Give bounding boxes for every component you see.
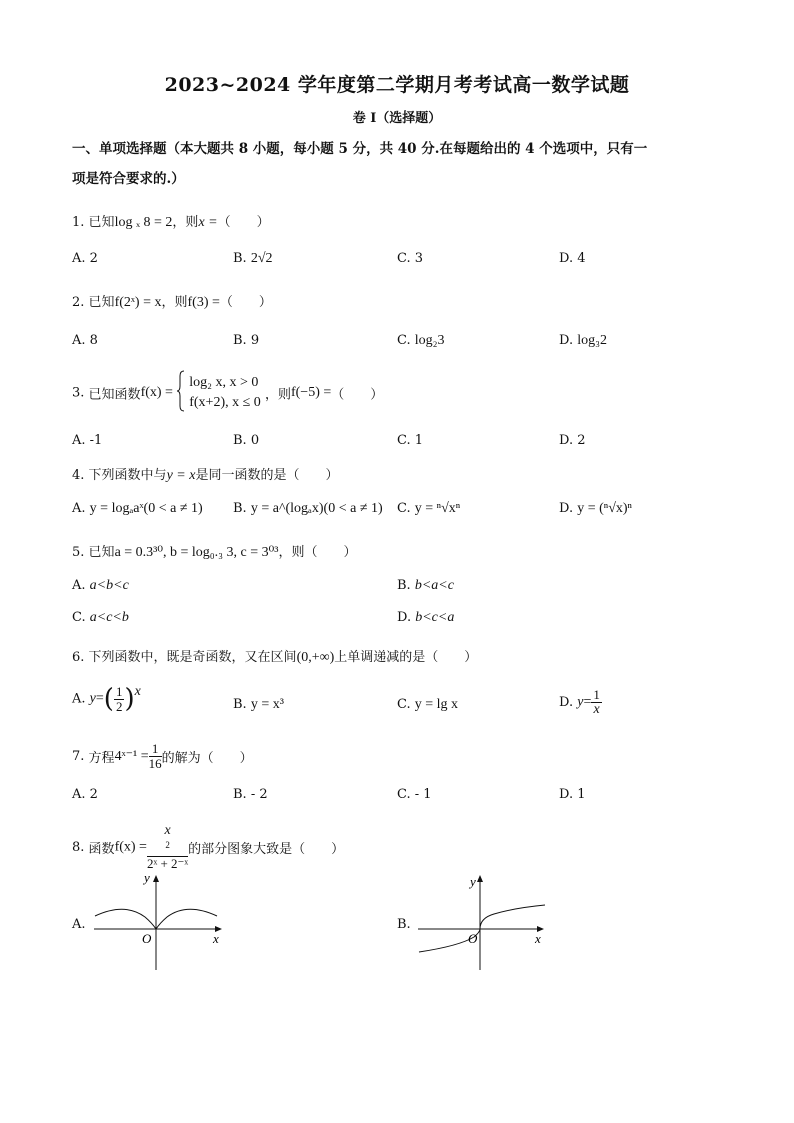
option-c: C. 3 [397,251,424,266]
option-a: A. y = logₐaˣ(0 < a ≠ 1) [72,501,203,516]
option-b: B. 9 [233,333,260,348]
option-a: A. [72,917,86,932]
question-4: 4. 下列函数中与y = x是同一函数的是（ ） [72,468,339,483]
question-bracket: （ ） [217,215,270,230]
option-c: C. 1 [397,433,424,448]
option-d: D. y= $\frac{1}{x}$ [559,687,600,717]
piecewise-cases: log₂ x, x > 0 f(x+2), x ≤ 0 [189,375,261,410]
x-axis-label: x [213,931,219,946]
x-axis-label: x [535,931,541,946]
option-a: A. -1 [72,433,103,448]
question-8: 8. 函数f(x) = x $^2$ 2ˣ + 2⁻ˣ 的部分图象大致是（ ） [72,823,345,872]
option-b: B. - 2 [233,787,268,802]
option-b: B. 0 [233,433,260,448]
option-b: B. b<a<c [397,578,454,593]
question-text: ，则 [172,215,199,230]
math-expression: x = [198,215,218,230]
graph-option-b [414,872,554,972]
section-heading-line1: 一、单项选择题（本大题共 8 小题，每小题 5 分，共 40 分.在每题给出的 4 个选项中，只有一 [72,141,648,157]
option-c: C. a<c<b [72,610,129,625]
y-axis-label: y [470,874,476,889]
option-c: C. y = ⁿ√xⁿ [397,501,461,516]
page-subtitle: 卷 I（选择题） [352,111,442,126]
option-c: C. log₂3 [397,333,445,348]
piecewise-brace [177,370,185,416]
option-d: D. 4 [559,251,586,266]
question-number: 1. [72,215,85,230]
origin-label: O [142,931,152,946]
math-expression: 2√2 [250,251,273,266]
option-a: A. y=( $\frac{1}{2}$ )$^x$ [72,683,141,714]
option-b: B. y = a^(logₐx)(0 < a ≠ 1) [233,501,383,516]
y-axis-label: y [144,872,150,885]
option-c: C. - 1 [397,787,432,802]
option-d: D. y = (ⁿ√x)ⁿ [559,501,632,516]
question-1 [72,211,270,231]
graph-option-a [90,872,230,972]
option-a: A. a<b<c [72,578,129,593]
option-c: C. y = lg x [397,697,459,712]
option-b: B. [397,917,411,932]
math-expression: log ₓ 8 = 2 [114,215,173,230]
option-d: D. 2 [559,433,586,448]
option-d: D. b<c<a [397,610,455,625]
option-d: D. 1 [559,787,586,802]
question-2: 2. 已知f(2ˣ) = x，则f(3) =（ ） [72,295,272,310]
option-b: B. y = x³ [233,697,284,712]
option-b: B. 2√2 [233,251,273,266]
section-heading-line2: 项是符合要求的.） [72,171,185,187]
question-3: 3. 已知函数f(x) = log₂ x, x > 0 f(x+2), x ≤ 0 ，则f(−5) =（ ） [72,370,383,416]
option-a: A. 8 [72,333,98,348]
option-a: A. 2 [72,787,98,802]
question-6: 6. 下列函数中，既是奇函数，又在区间(0,+∞)上单调递减的是（ ） [72,650,478,665]
question-7: 7. 方程4ˣ⁻¹ = $\frac{1}{16}$ 的解为（ ） [72,741,253,771]
math-expression: f(2ˣ) = x [114,295,162,310]
option-d: D. log₃2 [559,333,608,348]
math-expression: f(3) = [187,295,220,310]
question-5: 5. 已知a = 0.3³⁰, b = log₀.₃ 3, c = 3⁰³，则（ ） [72,545,357,560]
question-text: 已知 [88,215,115,230]
option-a: A. 2 [72,251,98,266]
origin-label: O [468,931,478,946]
page-title: 2023~2024 学年度第二学期月考考试高一数学试题 [164,74,630,96]
